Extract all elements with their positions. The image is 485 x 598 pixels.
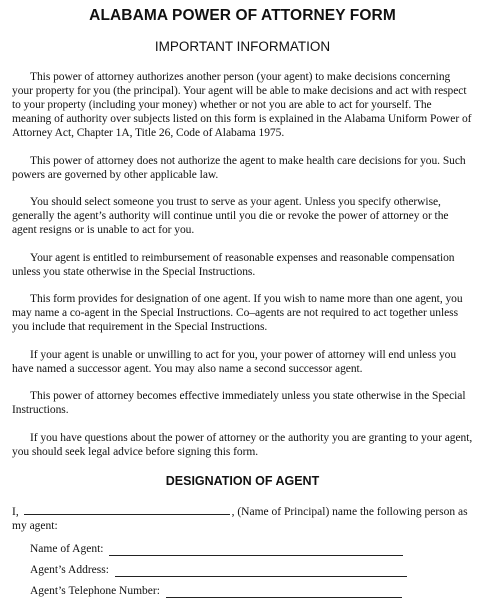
paragraph-reimbursement: Your agent is entitled to reimbursement of reasonable expenses and reasonable compensation unless you state otherwise in the Special Instructions. bbox=[12, 251, 455, 278]
principal-prefix: I, bbox=[12, 505, 19, 518]
paragraph-authorization: This power of attorney authorizes another person (your agent) to make decisions concerning your property for you (the principal). Your agent will be able to make decisions and act with respect to your property (including your money) whether or not you are able to act for yourself. The meaning of authority over subjects listed on this form is explained in the Alabama Uniform Power of Attorney Act, Chapter 1A, Title 26, Code of Alabama 1975. bbox=[12, 71, 472, 139]
paragraph-select-agent: You should select someone you trust to serve as your agent. Unless you specify otherwise, generally the agent’s authority will continue until you die or revoke the power of attorney or the agent resigns or is unable to act for you. bbox=[12, 196, 449, 236]
agent-telephone-row bbox=[12, 584, 473, 598]
agent-name-label: Name of Agent: bbox=[30, 542, 104, 555]
section-heading-designation: DESIGNATION OF AGENT bbox=[165, 473, 320, 488]
agent-address-row bbox=[12, 563, 473, 577]
document-title: ALABAMA POWER OF ATTORNEY FORM bbox=[89, 7, 396, 24]
paragraph-legal-advice: If you have questions about the power of attorney or the authority you are granting to your agent, you should seek legal advice before signing this form. bbox=[12, 431, 473, 458]
paragraph-effective: This power of attorney becomes effective immediately unless you state otherwise in the Special Instructions. bbox=[12, 390, 466, 416]
paragraph-health-care: This power of attorney does not authorize the agent to make health care decisions for you. Such powers are governed by other applicable law. bbox=[12, 154, 466, 181]
agent-name-field[interactable] bbox=[109, 546, 403, 556]
principal-suffix: , (Name of Principal) name the following person as my agent: bbox=[12, 505, 468, 532]
agent-telephone-label: Agent’s Telephone Number: bbox=[30, 584, 160, 597]
principal-name-line bbox=[12, 505, 473, 533]
agent-address-field[interactable] bbox=[115, 567, 407, 577]
paragraph-co-agent: This form provides for designation of one agent. If you wish to name more than one agent, you may name a co-agent in the Special Instructions. Co–agents are not required to act together unless you include that requirement in the Special Instructions. bbox=[12, 293, 463, 333]
agent-telephone-field[interactable] bbox=[166, 588, 402, 598]
principal-name-field[interactable] bbox=[24, 505, 230, 515]
important-information-body bbox=[12, 70, 473, 459]
agent-name-row bbox=[12, 542, 473, 556]
document-subtitle: IMPORTANT INFORMATION bbox=[154, 39, 331, 54]
paragraph-successor-agent: If your agent is unable or unwilling to act for you, your power of attorney will end unless you have named a successor agent. You may also name a second successor agent. bbox=[12, 348, 457, 375]
agent-address-label: Agent’s Address: bbox=[30, 563, 109, 576]
